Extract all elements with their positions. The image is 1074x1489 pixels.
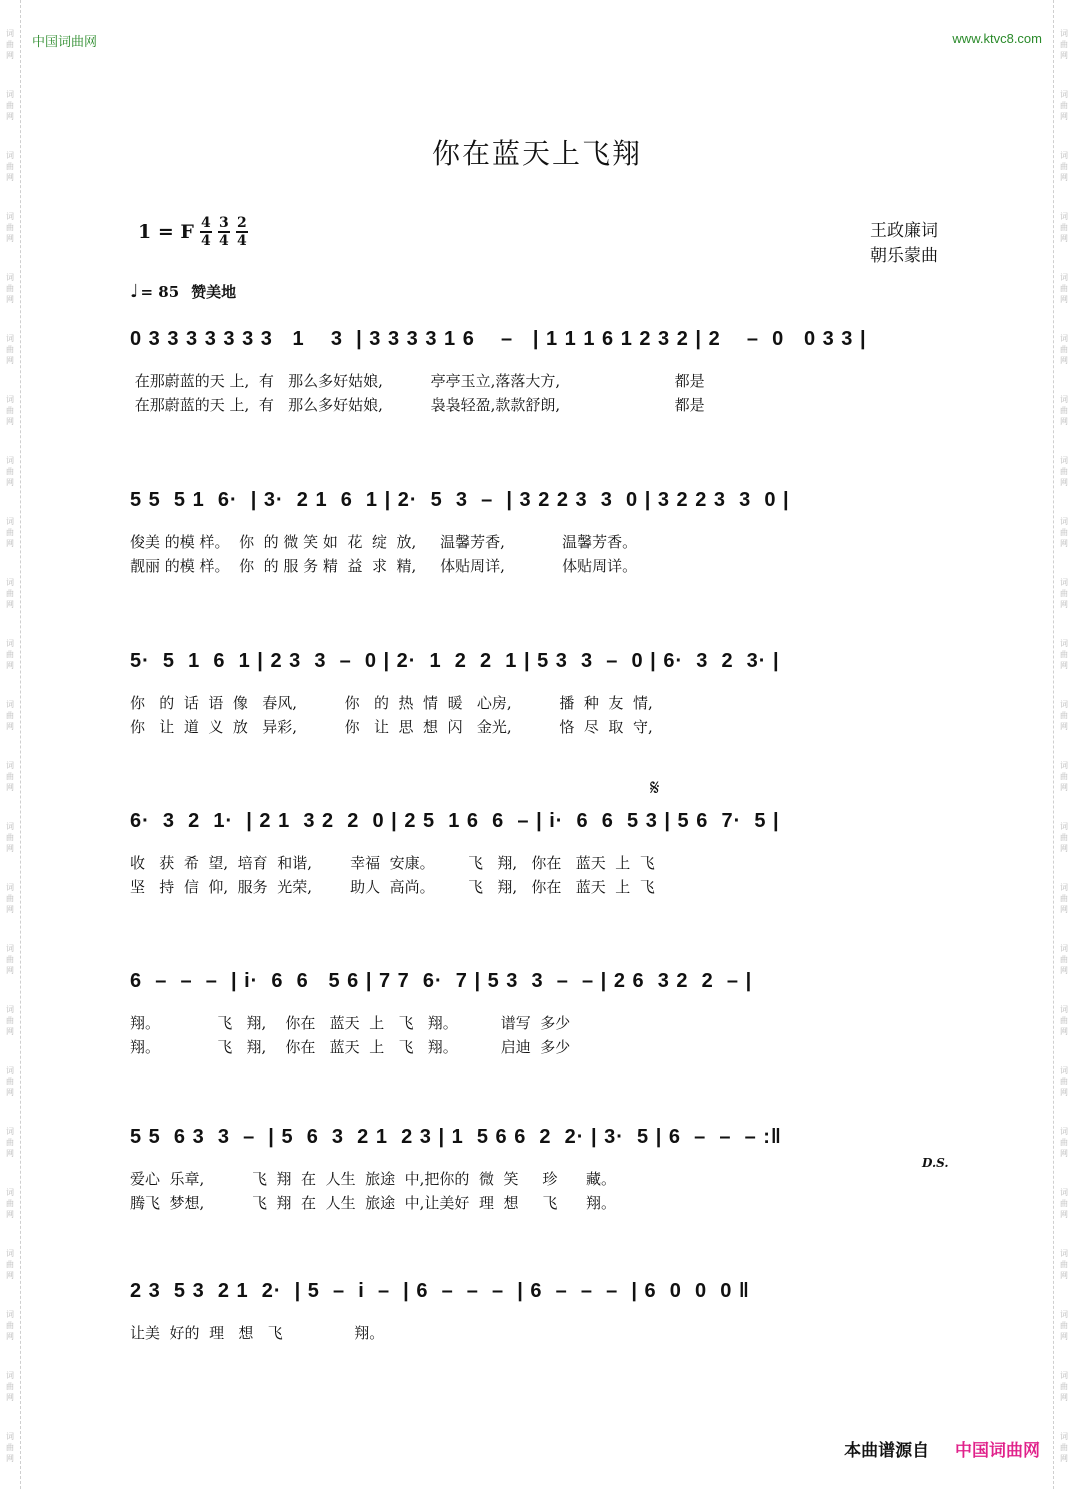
watermark-char: 曲	[1060, 467, 1068, 476]
watermark-char: 词	[1060, 456, 1068, 465]
watermark-char: 曲	[1060, 772, 1068, 781]
watermark-char: 词	[6, 517, 14, 526]
watermark-char: 曲	[6, 345, 14, 354]
watermark-char: 词	[1060, 1005, 1068, 1014]
lyrics-verse-2: 腾飞 梦想, 飞 翔 在 人生 旅途 中,让美好 理 想 飞 翔。	[130, 1194, 616, 1212]
watermark-char: 词	[6, 944, 14, 953]
composer: 朝乐蒙曲	[870, 246, 938, 266]
watermark-char: 曲	[6, 284, 14, 293]
watermark-char: 词	[6, 395, 14, 404]
watermark-char: 词	[6, 212, 14, 221]
expression-mark: 赞美地	[191, 283, 237, 301]
watermark-char: 曲	[6, 711, 14, 720]
watermark-char: 网	[6, 1393, 14, 1402]
watermark-char: 网	[6, 356, 14, 365]
watermark-char: 词	[6, 1066, 14, 1075]
lyrics-verse-1: 俊美 的模 样。 你 的 微 笑 如 花 绽 放, 温馨芳香, 温馨芳香。	[130, 533, 638, 551]
watermark-char: 网	[1060, 783, 1068, 792]
notation-line: 5· 5 1 6 1 | 2 3 3 – 0 | 2· 1 2 2 1 | 5 3 3 – 0 | 6· 3 2 3· |	[130, 650, 780, 672]
watermark-char: 网	[6, 722, 14, 731]
watermark-char: 曲	[6, 101, 14, 110]
watermark-char: 网	[1060, 661, 1068, 670]
watermark-char: 曲	[1060, 345, 1068, 354]
watermark-char: 曲	[1060, 650, 1068, 659]
watermark-char: 词	[1060, 700, 1068, 709]
watermark-char: 曲	[6, 223, 14, 232]
watermark-char: 曲	[1060, 1199, 1068, 1208]
watermark-char: 网	[6, 173, 14, 182]
watermark-char: 曲	[6, 1016, 14, 1025]
watermark-char: 曲	[6, 528, 14, 537]
footer-brand: 中国词曲网	[955, 1441, 1040, 1461]
lyrics-verse-2: 在那蔚蓝的天 上, 有 那么多好姑娘, 袅袅轻盈,款款舒朗, 都是	[130, 396, 705, 414]
watermark-char: 曲	[1060, 162, 1068, 171]
watermark-char: 词	[6, 822, 14, 831]
watermark-char: 词	[1060, 639, 1068, 648]
watermark-char: 词	[6, 456, 14, 465]
notation-line: 6· 3 2 1· | 2 1 3 2 2 0 | 2 5 1 6 6 – | i· 6 6 5 3 | 5 6 7· 5 |	[130, 810, 780, 832]
watermark-char: 网	[1060, 478, 1068, 487]
watermark-char: 词	[6, 1432, 14, 1441]
watermark-char: 曲	[1060, 1321, 1068, 1330]
watermark-char: 网	[6, 478, 14, 487]
watermark-char: 词	[1060, 1188, 1068, 1197]
watermark-char: 词	[6, 1371, 14, 1380]
watermark-char: 词	[1060, 395, 1068, 404]
watermark-char: 词	[1060, 1432, 1068, 1441]
watermark-char: 词	[6, 90, 14, 99]
watermark-char: 网	[6, 600, 14, 609]
watermark-char: 曲	[6, 1260, 14, 1269]
watermark-char: 曲	[1060, 1016, 1068, 1025]
watermark-char: 网	[1060, 600, 1068, 609]
watermark-char: 词	[6, 1188, 14, 1197]
time-signature-1: 4 4	[200, 215, 211, 249]
watermark-char: 词	[6, 761, 14, 770]
watermark-char: 网	[6, 1027, 14, 1036]
watermark-char: 网	[6, 1088, 14, 1097]
watermark-char: 网	[1060, 51, 1068, 60]
quarter-note-icon: ♩	[130, 281, 139, 302]
watermark-char: 网	[1060, 1210, 1068, 1219]
watermark-char: 曲	[1060, 1443, 1068, 1452]
watermark-char: 曲	[6, 955, 14, 964]
watermark-char: 曲	[1060, 1260, 1068, 1269]
lyrics-verse-1: 让美 好的 理 想 飞 翔。	[130, 1324, 385, 1342]
watermark-char: 词	[6, 1005, 14, 1014]
key-signature	[138, 216, 254, 248]
watermark-char: 网	[6, 1454, 14, 1463]
watermark-char: 曲	[6, 833, 14, 842]
key-label: 1 = F	[138, 221, 194, 243]
watermark-char: 词	[1060, 151, 1068, 160]
watermark-char: 网	[1060, 1271, 1068, 1280]
lyrics-verse-1: 在那蔚蓝的天 上, 有 那么多好姑娘, 亭亭玉立,落落大方, 都是	[130, 372, 705, 390]
watermark-char: 网	[1060, 1088, 1068, 1097]
watermark-char: 词	[1060, 822, 1068, 831]
lyrics-verse-1: 爱心 乐章, 飞 翔 在 人生 旅途 中,把你的 微 笑 珍 藏。	[130, 1170, 616, 1188]
watermark-char: 曲	[1060, 284, 1068, 293]
watermark-char: 网	[1060, 722, 1068, 731]
watermark-char: 词	[1060, 1310, 1068, 1319]
watermark-char: 网	[6, 966, 14, 975]
watermark-char: 曲	[1060, 1138, 1068, 1147]
watermark-char: 曲	[1060, 223, 1068, 232]
watermark-char: 网	[6, 1332, 14, 1341]
watermark-char: 网	[1060, 1149, 1068, 1158]
watermark-char: 网	[1060, 356, 1068, 365]
lyrics-verse-2: 翔。 飞 翔, 你在 蓝天 上 飞 翔。 启迪 多少	[130, 1038, 571, 1056]
watermark-char: 曲	[6, 1077, 14, 1086]
watermark-char: 网	[1060, 1454, 1068, 1463]
watermark-char: 网	[1060, 844, 1068, 853]
watermark-char: 网	[6, 51, 14, 60]
lyrics-verse-1: 收 获 希 望, 培育 和谐, 幸福 安康。 飞 翔, 你在 蓝天 上 飞	[130, 854, 655, 872]
left-watermark-strip	[0, 0, 21, 1489]
site-name-watermark: 中国词曲网	[32, 35, 98, 50]
watermark-char: 曲	[1060, 894, 1068, 903]
watermark-char: 曲	[6, 1138, 14, 1147]
watermark-char: 网	[6, 1210, 14, 1219]
watermark-char: 曲	[6, 772, 14, 781]
watermark-char: 曲	[6, 1443, 14, 1452]
watermark-char: 词	[1060, 1066, 1068, 1075]
watermark-char: 网	[1060, 112, 1068, 121]
watermark-char: 网	[1060, 234, 1068, 243]
watermark-char: 网	[1060, 417, 1068, 426]
watermark-char: 曲	[1060, 528, 1068, 537]
watermark-char: 网	[1060, 173, 1068, 182]
watermark-char: 网	[6, 1149, 14, 1158]
watermark-char: 网	[1060, 539, 1068, 548]
watermark-char: 曲	[1060, 1077, 1068, 1086]
watermark-char: 词	[1060, 212, 1068, 221]
watermark-char: 词	[1060, 883, 1068, 892]
watermark-char: 词	[1060, 517, 1068, 526]
watermark-char: 词	[1060, 1371, 1068, 1380]
right-watermark-strip	[1053, 0, 1074, 1489]
watermark-char: 网	[6, 844, 14, 853]
watermark-char: 词	[1060, 90, 1068, 99]
watermark-char: 网	[6, 112, 14, 121]
watermark-char: 词	[6, 151, 14, 160]
watermark-char: 词	[6, 273, 14, 282]
time-signature-2: 3 4	[218, 215, 229, 249]
watermark-char: 网	[6, 234, 14, 243]
watermark-char: 网	[1060, 1332, 1068, 1341]
watermark-char: 网	[6, 783, 14, 792]
watermark-char: 曲	[6, 589, 14, 598]
song-title: 你在蓝天上飞翔	[431, 137, 642, 170]
watermark-char: 曲	[6, 162, 14, 171]
tempo-value: = 85	[140, 282, 180, 301]
watermark-char: 曲	[1060, 833, 1068, 842]
site-url-watermark: www.ktvc8.com	[952, 31, 1042, 46]
watermark-char: 网	[6, 661, 14, 670]
lyrics-verse-1: 你 的 话 语 像 春风, 你 的 热 情 暖 心房, 播 种 友 情,	[130, 694, 653, 712]
watermark-char: 词	[1060, 944, 1068, 953]
tempo-marking	[130, 281, 236, 302]
watermark-char: 网	[1060, 1393, 1068, 1402]
watermark-char: 词	[1060, 1249, 1068, 1258]
watermark-char: 词	[1060, 761, 1068, 770]
watermark-char: 词	[6, 883, 14, 892]
source-label: 本曲谱源自	[844, 1441, 930, 1461]
watermark-char: 曲	[1060, 406, 1068, 415]
lyrics-verse-1: 翔。 飞 翔, 你在 蓝天 上 飞 翔。 谱写 多少	[130, 1014, 571, 1032]
watermark-char: 词	[1060, 29, 1068, 38]
watermark-char: 曲	[1060, 40, 1068, 49]
watermark-char: 词	[1060, 578, 1068, 587]
segno-icon: 𝄋	[650, 776, 660, 801]
watermark-char: 曲	[1060, 955, 1068, 964]
notation-line: 6 – – – | i· 6 6 5 6 | 7 7 6· 7 | 5 3 3 – – | 2 6 3 2 2 – |	[130, 970, 753, 992]
watermark-char: 词	[6, 1249, 14, 1258]
watermark-char: 词	[6, 1127, 14, 1136]
watermark-char: 网	[6, 539, 14, 548]
watermark-char: 网	[6, 417, 14, 426]
footer-source	[844, 1436, 1040, 1461]
watermark-char: 曲	[6, 406, 14, 415]
watermark-char: 曲	[6, 1382, 14, 1391]
watermark-char: 曲	[6, 40, 14, 49]
lyrics-verse-2: 坚 持 信 仰, 服务 光荣, 助人 高尚。 飞 翔, 你在 蓝天 上 飞	[130, 878, 655, 896]
watermark-char: 词	[1060, 273, 1068, 282]
lyrics-verse-2: 你 让 道 义 放 异彩, 你 让 思 想 闪 金光, 恪 尽 取 守,	[130, 718, 653, 736]
watermark-char: 曲	[6, 1199, 14, 1208]
watermark-char: 词	[6, 578, 14, 587]
watermark-char: 曲	[1060, 711, 1068, 720]
watermark-char: 曲	[6, 467, 14, 476]
time-signature-3: 2 4	[236, 215, 247, 249]
watermark-char: 网	[1060, 905, 1068, 914]
lyricist: 王政廉词	[870, 221, 938, 241]
watermark-char: 网	[1060, 1027, 1068, 1036]
watermark-char: 词	[6, 334, 14, 343]
dal-segno-mark: D.S.	[922, 1156, 949, 1170]
watermark-char: 曲	[6, 894, 14, 903]
watermark-char: 词	[6, 1310, 14, 1319]
notation-line: 5 5 5 1 6· | 3· 2 1 6 1 | 2· 5 3 – | 3 2 2 3 3 0 | 3 2 2 3 3 0 |	[130, 489, 790, 511]
watermark-char: 词	[1060, 1127, 1068, 1136]
watermark-char: 网	[6, 1271, 14, 1280]
watermark-char: 曲	[1060, 589, 1068, 598]
watermark-char: 曲	[6, 1321, 14, 1330]
watermark-char: 网	[1060, 295, 1068, 304]
watermark-char: 词	[6, 639, 14, 648]
notation-line: 5 5 6 3 3 – | 5 6 3 2 1 2 3 | 1 5 6 6 2 2· | 3· 5 | 6 – – – :‖	[130, 1126, 782, 1148]
watermark-char: 词	[1060, 334, 1068, 343]
watermark-char: 词	[6, 29, 14, 38]
notation-line: 0 3 3 3 3 3 3 3 1 3 | 3 3 3 3 1 6 – | 1 1 1 6 1 2 3 2 | 2 – 0 0 3 3 |	[130, 328, 867, 350]
watermark-char: 词	[6, 700, 14, 709]
watermark-char: 网	[6, 905, 14, 914]
watermark-char: 网	[1060, 966, 1068, 975]
notation-line: 2 3 5 3 2 1 2· | 5 – i – | 6 – – – | 6 – – – | 6 0 0 0 ‖	[130, 1280, 750, 1302]
watermark-char: 曲	[1060, 1382, 1068, 1391]
watermark-char: 曲	[6, 650, 14, 659]
credits	[870, 219, 938, 269]
watermark-char: 网	[6, 295, 14, 304]
lyrics-verse-2: 靓丽 的模 样。 你 的 服 务 精 益 求 精, 体贴周详, 体贴周详。	[130, 557, 638, 575]
watermark-char: 曲	[1060, 101, 1068, 110]
